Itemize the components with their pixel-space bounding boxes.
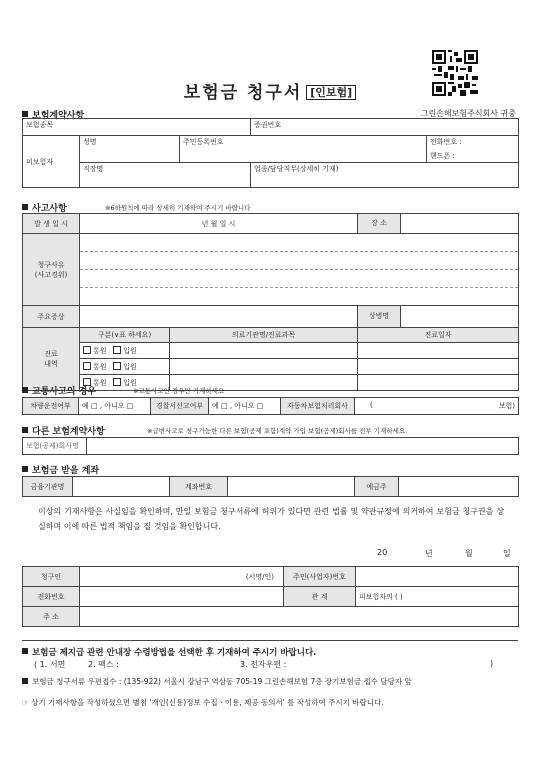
traffic-table: [22, 397, 519, 415]
claimant-phone-label: 전화번호: [23, 587, 80, 607]
name-cell[interactable]: 성명: [80, 136, 180, 163]
insurer-label: 자동차보험처리회사: [281, 398, 355, 415]
outpatient-checkbox[interactable]: [83, 346, 91, 354]
hospital-field[interactable]: [170, 343, 358, 359]
consent-note: ☞ 상기 기재사항을 작성하셨으면 별첨 '개인(신용)정보 수집ㆍ이용, 제공 동의서' 를 작성하여 주시기 바랍니다.: [22, 698, 384, 707]
holder-label: 예금주: [355, 477, 399, 497]
insurer-field[interactable]: ( 보험): [355, 398, 519, 415]
symptom-label: 주요증상: [23, 306, 80, 328]
workplace-cell[interactable]: 직장명: [80, 163, 251, 188]
account-table: [22, 476, 519, 497]
other-note: ※급변사고로 청구가능한 다른 보험(공제 포함)계약 가입 보험(공제)회사를 전부 기재하세요.: [147, 427, 408, 435]
treatment-type-row[interactable]: 통원 입원: [80, 343, 170, 359]
address-field[interactable]: [80, 607, 519, 627]
datetime-field[interactable]: 년 월 일 시: [80, 214, 358, 234]
reason-label: 청구사유 (사고경위): [23, 234, 80, 306]
datetime-label: 발 생 일 시: [23, 214, 80, 234]
mail-address: 보험금 청구서류 우편접수 : (135-922) 서울시 강남구 역삼동 705-19 그린손해보험 7층 장기보험금 접수 담당자 앞: [22, 676, 412, 687]
other-company-label: 보험(공제)회사명: [23, 438, 87, 455]
account-number-field[interactable]: [228, 477, 355, 497]
guide-option-end: ): [490, 659, 494, 668]
inpatient-checkbox[interactable]: [113, 346, 121, 354]
declaration-text: 이상의 기재사항은 사실임을 확인하며, 만일 보험금 청구서류에 허위가 있다면 관련 법률 및 약관규정에 의거하여 보험금 청구권을 상실하며 이에 따른 법적 책임을 질 것임을 확인합니다.: [38, 507, 504, 531]
driver-label: 차량운전여부: [23, 398, 79, 415]
phone-cell[interactable]: 전화번호 : 핸드폰 :: [427, 136, 519, 163]
footer-divider: [22, 640, 518, 641]
treatment-label: 진료 내역: [23, 328, 80, 391]
guide-option-3[interactable]: 3. 전자우편 :: [240, 660, 287, 669]
job-cell[interactable]: 업종/담당직무(상세히 기재): [251, 163, 519, 188]
policy-no-cell[interactable]: 증권번호: [251, 119, 519, 136]
claimant-label: 청구인: [23, 567, 80, 587]
inpatient-checkbox[interactable]: [113, 362, 121, 370]
claimant-table: [22, 566, 519, 627]
treatment-type-row[interactable]: 통원 입원: [80, 375, 170, 391]
hospital-header: 의료기관명/진료과목: [170, 328, 358, 343]
treatment-type-row[interactable]: 통원 입원: [80, 359, 170, 375]
accident-table: [22, 213, 519, 391]
bank-label: 금융기관명: [23, 477, 73, 497]
resident-no-cell[interactable]: 주민등록번호: [180, 136, 427, 163]
section-other-heading: 다른 보험계약사항: [22, 424, 105, 437]
insured-label: 피보험자: [23, 136, 80, 188]
date-year-unit: 년: [425, 549, 433, 558]
claimant-resident-label: 주민(사업자)번호: [284, 567, 356, 587]
holder-field[interactable]: [399, 477, 519, 497]
section-account-heading: 보험금 받을 계좌: [22, 463, 99, 476]
date-month-unit: 월: [465, 549, 473, 558]
section-contract-heading: 보험계약사항: [22, 108, 84, 121]
relation-label: 관 계: [284, 587, 356, 607]
other-company-field[interactable]: [87, 438, 519, 455]
contract-table: [22, 118, 519, 188]
date-day-unit: 일: [503, 549, 511, 558]
inpatient-checkbox[interactable]: [113, 378, 121, 386]
type-header: 구분(∨표 하세요): [80, 328, 170, 343]
address-label: 주 소: [23, 607, 80, 627]
claimant-resident-field[interactable]: [356, 567, 519, 587]
company-dept: 그린손해보험주식회사 귀중: [420, 109, 516, 118]
date-field[interactable]: [358, 375, 519, 391]
symptom-field[interactable]: [80, 306, 358, 328]
title-sub: 인보험: [315, 86, 348, 99]
driver-yes-no[interactable]: 예 □ , 아니오 □: [79, 398, 151, 415]
date-field[interactable]: [358, 359, 519, 375]
date-header: 진료일자: [358, 328, 519, 343]
claimant-sign-field[interactable]: (서명/인): [80, 567, 284, 587]
other-table: [22, 437, 519, 455]
guide-title: 보험금 제지급 관련 안내장 수령방법을 선택한 후 기재하여 주시기 바랍니다.: [22, 646, 316, 658]
outpatient-checkbox[interactable]: [83, 362, 91, 370]
traffic-note: ※교통사고인 경우만 기재하세요: [133, 387, 225, 395]
disease-field[interactable]: 상병명: [358, 306, 519, 328]
page-title: 보험금 청구서 [인보험]: [0, 78, 540, 103]
guide-option-1[interactable]: ( 1. 서면: [34, 660, 66, 669]
hospital-field[interactable]: [170, 359, 358, 375]
police-yes-no[interactable]: 예 □ , 아니오 □: [209, 398, 281, 415]
account-number-label: 계좌번호: [170, 477, 228, 497]
reason-field[interactable]: [80, 234, 519, 306]
section-traffic-heading: 교통사고의 경우: [22, 384, 96, 397]
guide-option-2[interactable]: 2. 팩스 :: [88, 660, 119, 669]
relation-field[interactable]: 피보험자의 ( ): [356, 587, 519, 607]
accident-note: ※6하원칙에 따라 상세히 기재하여 주시기 바랍니다: [105, 204, 251, 212]
section-accident-heading: 사고사항: [22, 201, 67, 214]
place-field[interactable]: 장 소: [358, 214, 519, 234]
date-year: 20: [377, 548, 388, 557]
date-field[interactable]: [358, 343, 519, 359]
claimant-phone-field[interactable]: [80, 587, 284, 607]
police-label: 경찰서신고여부: [151, 398, 209, 415]
bank-field[interactable]: [73, 477, 170, 497]
product-cell[interactable]: 보험종목: [23, 119, 251, 136]
